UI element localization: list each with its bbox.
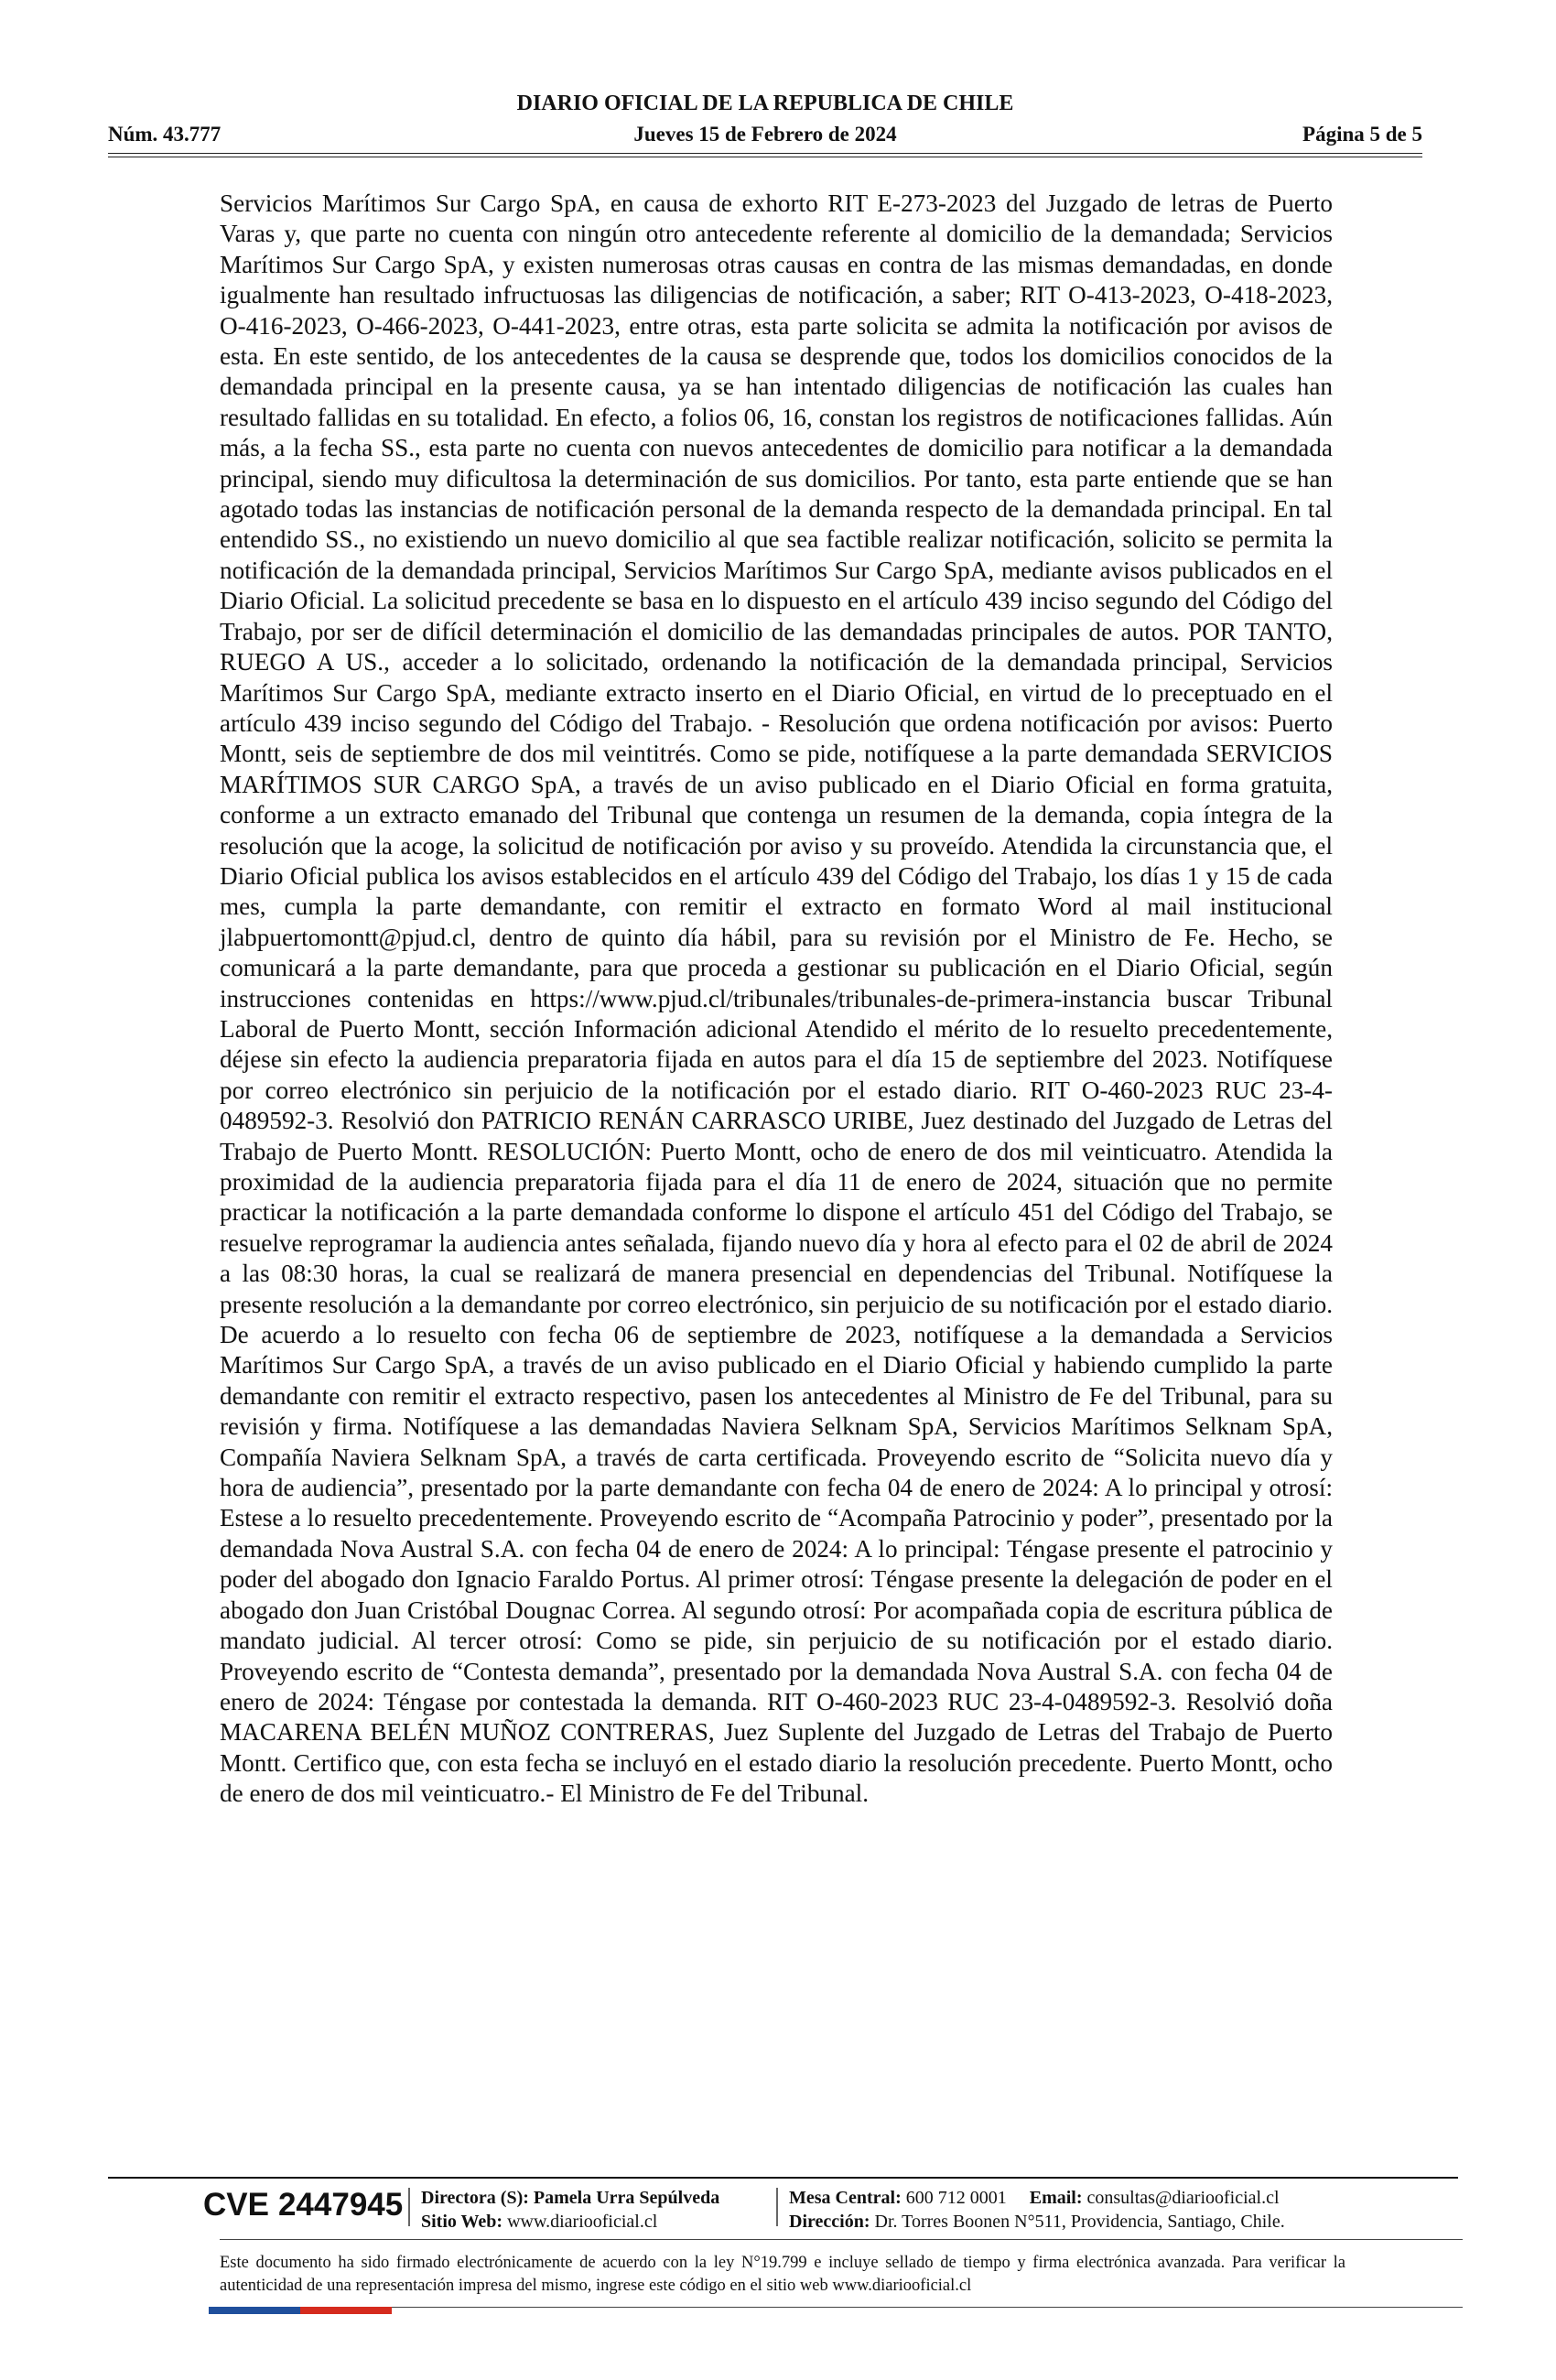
phone-label: Mesa Central: [789, 2188, 902, 2208]
legal-notice: Este documento ha sido firmado electrónicamente de acuerdo con la ley N°19.799 e incluye sellado de tiempo y firma electrónica avanzada. Para verificar la autenticidad de una representación impresa del mismo, ingrese este código en el sitio web www.diariooficial.cl [220, 2254, 1345, 2295]
footer-divider [408, 2188, 410, 2226]
website-line [421, 2210, 719, 2234]
footer-rule [108, 2177, 1458, 2179]
website-link[interactable]: www.diariooficial.cl [507, 2212, 658, 2232]
flag-color-bar [209, 2307, 392, 2314]
cve-code [203, 2187, 403, 2223]
cve-label: CVE [203, 2187, 269, 2223]
issue-number: Núm. 43.777 [108, 123, 222, 146]
flag-blue-segment [209, 2307, 300, 2314]
footer-separator [220, 2239, 1463, 2240]
website-label: Sitio Web: [421, 2212, 503, 2232]
footer-contact-right [789, 2186, 1285, 2234]
footer-bottom-rule [220, 2307, 1463, 2308]
phone-email-line [789, 2186, 1285, 2210]
footer-divider [776, 2188, 778, 2226]
flag-red-segment [300, 2307, 392, 2314]
cve-number: 2447945 [277, 2187, 404, 2223]
director-label: Directora (S): [421, 2188, 529, 2208]
publication-title: DIARIO OFICIAL DE LA REPUBLICA DE CHILE [516, 92, 1014, 115]
director-name: Pamela Urra Sepúlveda [533, 2188, 720, 2208]
director-line [421, 2186, 719, 2210]
phone-value: 600 712 0001 [905, 2188, 1007, 2208]
footer-contact-left [421, 2186, 719, 2234]
article-paragraph: Servicios Marítimos Sur Cargo SpA, en causa de exhorto RIT E-273-2023 del Juzgado de letras de Puerto Varas y, que parte no cuenta con ningún otro antecedente referente al domicilio de la demandada; Servicios Marítimos Sur Cargo SpA, y existen numerosas otras causas en contra de las mismas demandadas, en donde igualmente han resultado infructuosas las diligencias de notificación, a saber; RIT O-413-2023, O-418-2023, O-416-2023, O-466-2023, O-441-2023, entre otras, esta parte solicita se admita la notificación por avisos de esta. En este sentido, de los antecedentes de la causa se desprende que, todos los domicilios conocidos de la demandada principal en la presente causa, ya se han intentado diligencias de notificación las cuales han resultado fallidas en su totalidad. En efecto, a folios 06, 16, constan los registros de notificaciones fallidas. Aún más, a la fecha SS., esta parte no cuenta con nuevos antecedentes de domicilio para notificar a la demandada principal, siendo muy dificultosa la determinación de sus domicilios. Por tanto, esta parte entiende que se han agotado todas las instancias de notificación personal de la demanda respecto de la demandada principal. En tal entendido SS., no existiendo un nuevo domicilio al que sea factible realizar notificación, solicito se permita la notificación de la demandada principal, Servicios Marítimos Sur Cargo SpA, mediante avisos publicados en el Diario Oficial. La solicitud precedente se basa en lo dispuesto en el artículo 439 inciso segundo del Código del Trabajo, por ser de difícil determinación el domicilio de las demandadas principales de autos. POR TANTO, RUEGO A US., acceder a lo solicitado, ordenando la notificación de la demandada principal, Servicios Marítimos Sur Cargo SpA, mediante extracto inserto en el Diario Oficial, en virtud de lo preceptuado en el artículo 439 inciso segundo del Código del Trabajo. - Resolución que ordena notificación por avisos: Puerto Montt, seis de septiembre de dos mil veintitrés. Como se pide, notifíquese a la parte demandada SERVICIOS MARÍTIMOS SUR CARGO SpA, a través de un aviso publicado en el Diario Oficial en forma gratuita, conforme a un extracto emanado del Tribunal que contenga un resumen de la demanda, copia íntegra de la resolución que la acoge, la solicitud de notificación por aviso y su proveído. Atendida la circunstancia que, el Diario Oficial publica los avisos establecidos en el artículo 439 del Código del Trabajo, los días 1 y 15 de cada mes, cumpla la parte demandante, con remitir el extracto en formato Word al mail institucional jlabpuertomontt@pjud.cl, dentro de quinto día hábil, para su revisión por el Ministro de Fe. Hecho, se comunicará a la parte demandante, para que proceda a gestionar su publicación en el Diario Oficial, según instrucciones contenidas en https://www.pjud.cl/tribunales/tribunales-de-primera-instancia buscar Tribunal Laboral de Puerto Montt, sección Información adicional Atendido el mérito de lo resuelto precedentemente, déjese sin efecto la audiencia preparatoria fijada en autos para el día 15 de septiembre del 2023. Notifíquese por correo electrónico sin perjuicio de la notificación por el estado diario. RIT O-460-2023 RUC 23-4-0489592-3. Resolvió don PATRICIO RENÁN CARRASCO URIBE, Juez destinado del Juzgado de Letras del Trabajo de Puerto Montt. RESOLUCIÓN: Puerto Montt, ocho de enero de dos mil veinticuatro. Atendida la proximidad de la audiencia preparatoria fijada para el día 11 de enero de 2024, situación que no permite practicar la notificación a la parte demandada conforme lo dispone el artículo 451 del Código del Trabajo, se resuelve reprogramar la audiencia antes señalada, fijando nuevo día y hora al efecto para el 02 de abril de 2024 a las 08:30 horas, la cual se realizará de manera presencial en dependencias del Tribunal. Notifíquese la presente resolución a la demandante por correo electrónico, sin perjuicio de su notificación por el estado diario. De acuerdo a lo resuelto con fecha 06 de septiembre de 2023, notifíquese a la demandada a Servicios Marítimos Sur Cargo SpA, a través de un aviso publicado en el Diario Oficial y habiendo cumplido la parte demandante con remitir el extracto respectivo, pasen los antecedentes al Ministro de Fe del Tribunal, para su revisión y firma. Notifíquese a las demandadas Naviera Selknam SpA, Servicios Marítimos Selknam SpA, Compañía Naviera Selknam SpA, a través de carta certificada. Proveyendo escrito de “Solicita nuevo día y hora de audiencia”, presentado por la parte demandante con fecha 04 de enero de 2024: A lo principal y otrosí: Estese a lo resuelto precedentemente. Proveyendo escrito de “Acompaña Patrocinio y poder”, presentado por la demandada Nova Austral S.A. con fecha 04 de enero de 2024: A lo principal: Téngase presente el patrocinio y poder del abogado don Ignacio Faraldo Portus. Al primer otrosí: Téngase presente la delegación de poder en el abogado don Juan Cristóbal Dougnac Correa. Al segundo otrosí: Por acompañada copia de escritura pública de mandato judicial. Al tercer otrosí: Como se pide, sin perjuicio de su notificación por el estado diario. Proveyendo escrito de “Contesta demanda”, presentado por la demandada Nova Austral S.A. con fecha 04 de enero de 2024: Téngase por contestada la demanda. RIT O-460-2023 RUC 23-4-0489592-3. Resolvió doña MACARENA BELÉN MUÑOZ CONTRERAS, Juez Suplente del Juzgado de Letras del Trabajo de Puerto Montt. Certifico que, con esta fecha se incluyó en el estado diario la resolución precedente. Puerto Montt, ocho de enero de dos mil veinticuatro.- El Ministro de Fe del Tribunal. [220, 189, 1333, 1808]
page-number: Página 5 de 5 [1302, 123, 1422, 146]
page-header [108, 92, 1422, 150]
address-line [789, 2210, 1285, 2234]
email-label: Email: [1029, 2188, 1083, 2208]
header-rule-top [108, 153, 1422, 154]
article-body [220, 189, 1333, 1810]
address-label: Dirección: [789, 2212, 870, 2232]
address-value: Dr. Torres Boonen N°511, Providencia, Santiago, Chile. [874, 2212, 1285, 2232]
issue-date: Jueves 15 de Febrero de 2024 [633, 123, 897, 146]
email-link[interactable]: consultas@diariooficial.cl [1086, 2188, 1280, 2208]
